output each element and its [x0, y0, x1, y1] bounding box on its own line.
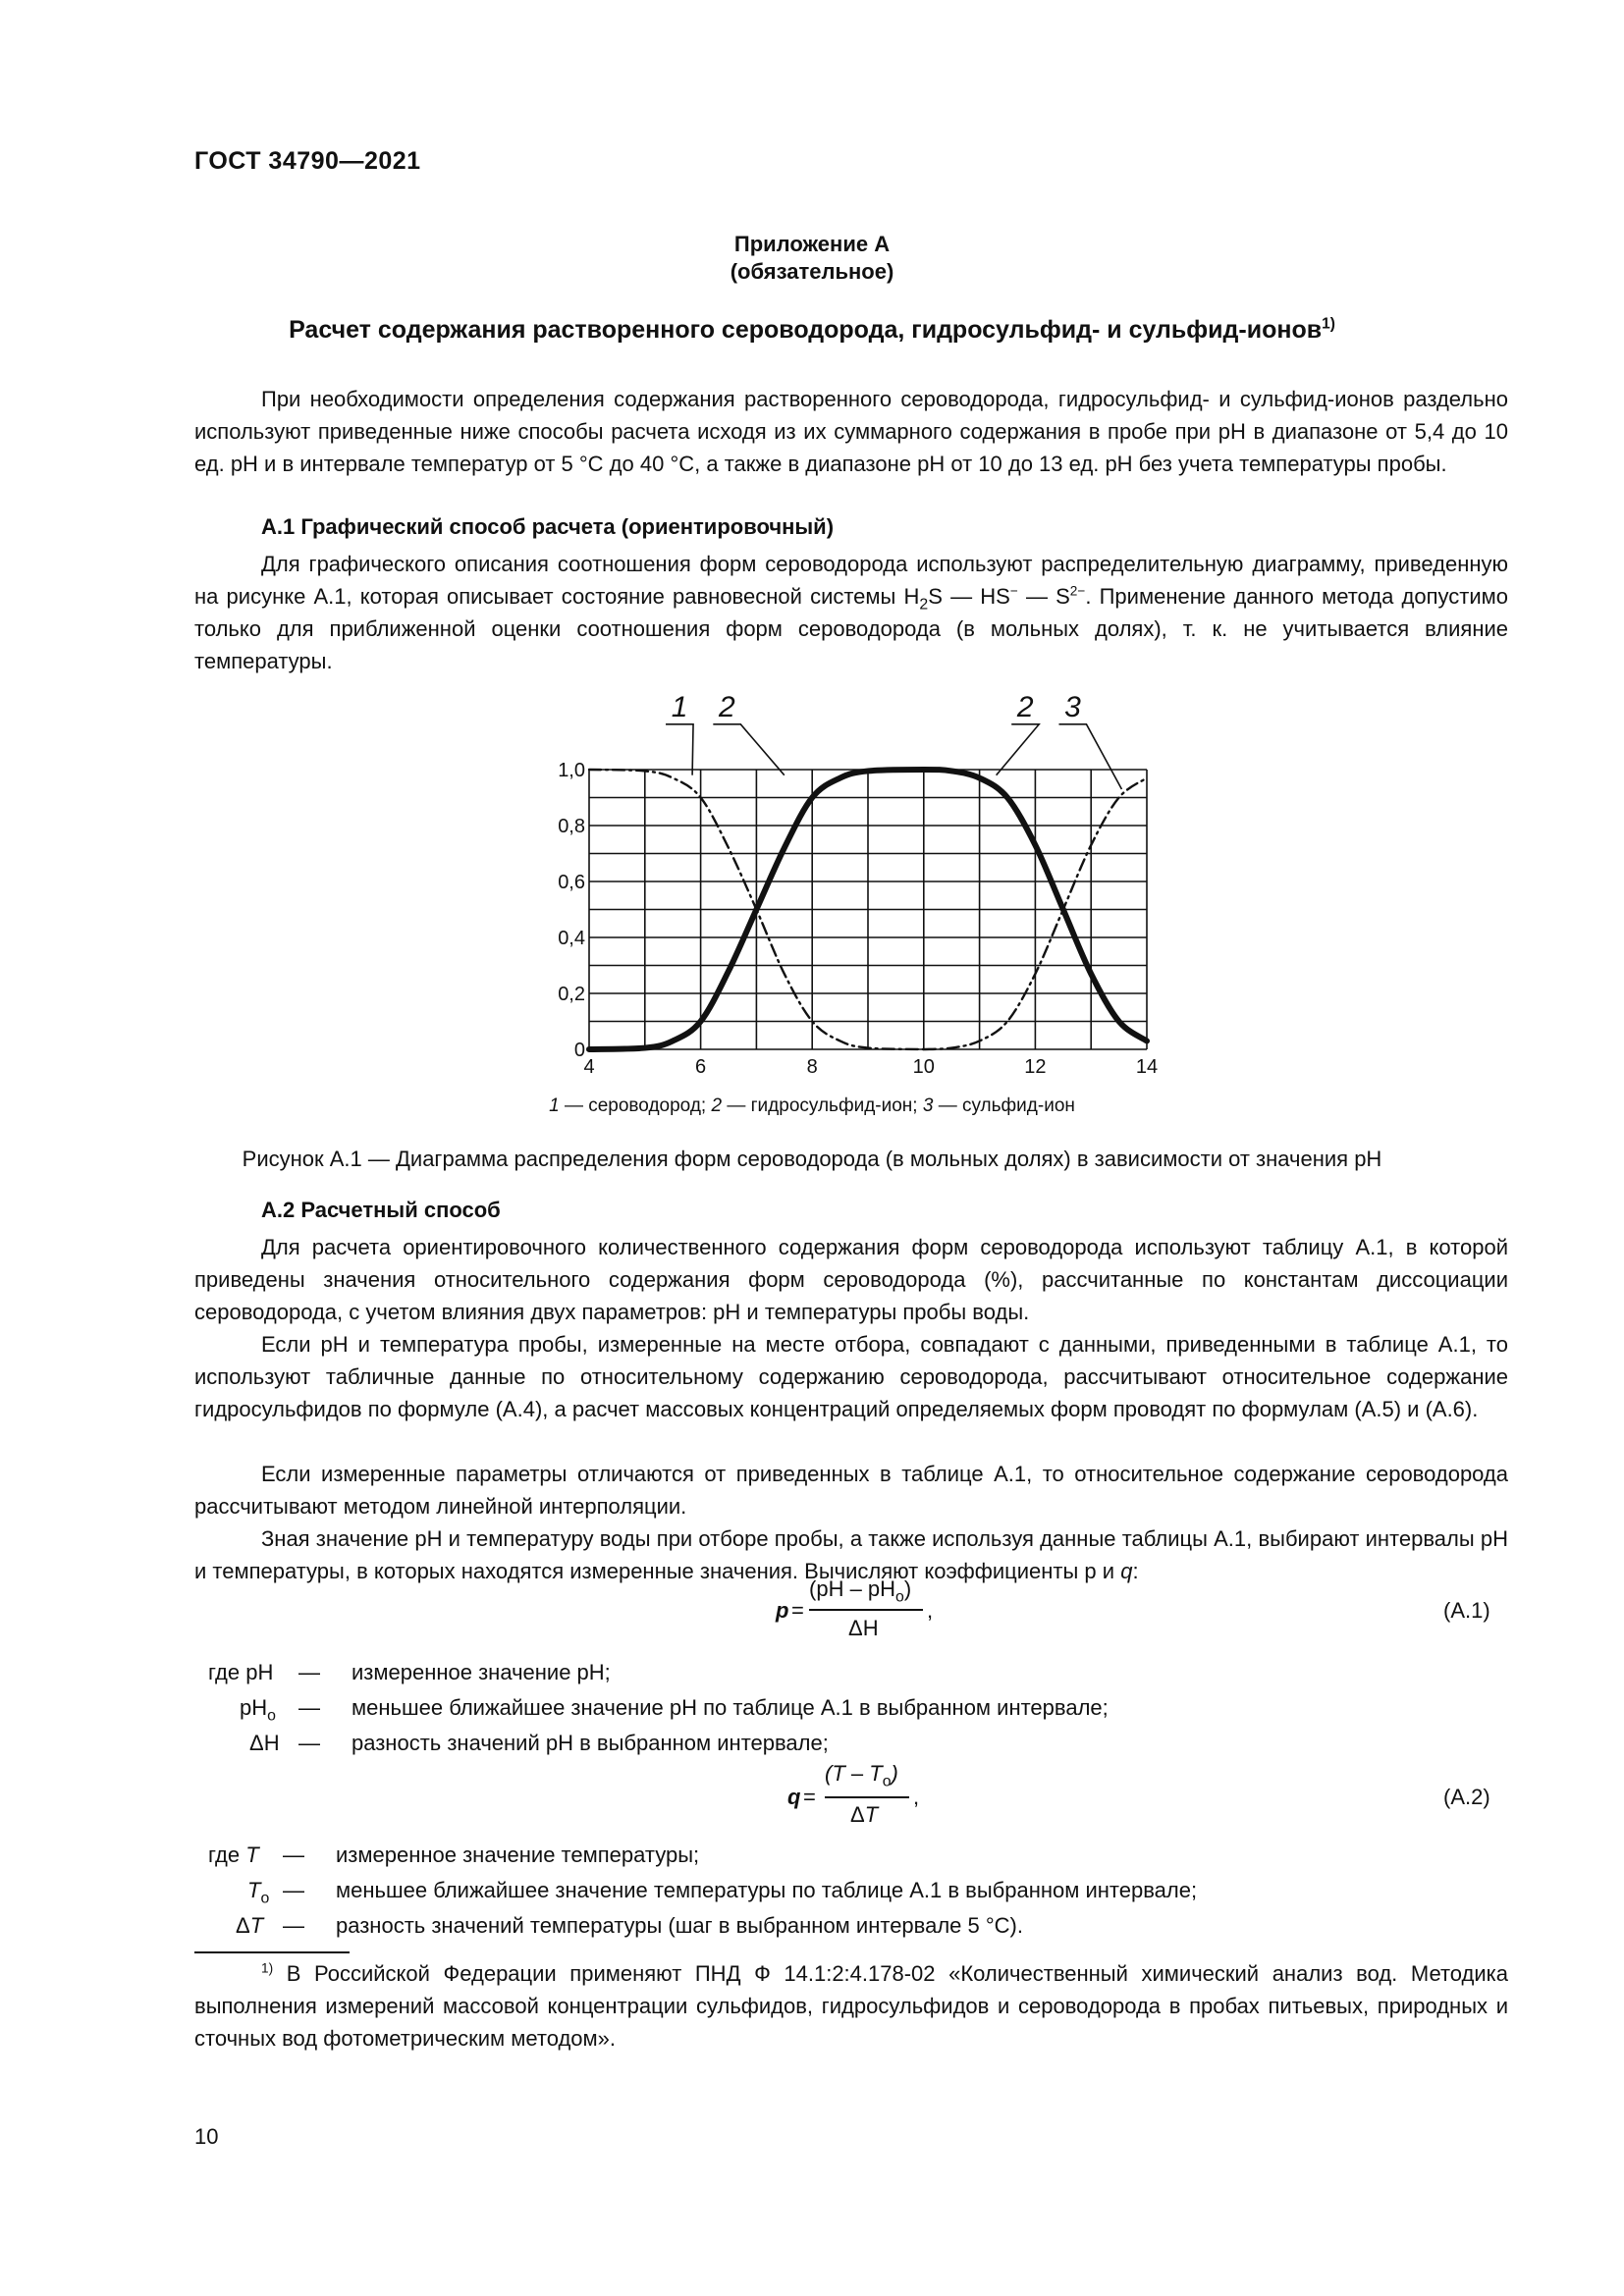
definition-prefix: Δ	[236, 1913, 250, 1938]
formula-a2-num-b: T	[869, 1761, 883, 1786]
section-a2-paragraph-3: Если измеренные параметры отличаются от приведенных в таблице А.1, то относительное содержание сероводорода рассчитывают методом линейной интерполяции.	[194, 1462, 1508, 1519]
formula-a1-num-b: pH	[867, 1576, 896, 1601]
title-footnote-mark: 1)	[1322, 315, 1335, 333]
a1-text-before: Для графического описания соотношения форм сероводорода используют распределительную диаграмму, приведенную на рисунке А.1, которая описывает состояние равновесной системы H	[194, 552, 1508, 609]
curve-label: 3	[1064, 690, 1081, 723]
definition-symbol: T	[247, 1878, 261, 1902]
definition-text: разность значений pH в выбранном интервале;	[352, 1731, 829, 1755]
formula-a2	[787, 1761, 945, 1840]
formula-a2-definitions	[0, 1838, 1624, 1948]
x-tick-label: 12	[1024, 1056, 1047, 1078]
a1-sup-minus: −	[1009, 583, 1018, 599]
a1-sup-2minus: 2−	[1069, 583, 1086, 599]
definition-symbol: где pH	[208, 1660, 274, 1684]
y-tick-label: 0,6	[558, 872, 585, 893]
formula-a1-definitions	[0, 1655, 1624, 1765]
definition-prefix: где	[208, 1842, 246, 1867]
definition-text: измеренное значение температуры;	[336, 1842, 700, 1867]
y-tick-label: 0,4	[558, 928, 585, 949]
definition-dash: —	[283, 1842, 304, 1867]
formula-a2-equals: =	[803, 1785, 816, 1809]
curve-label-leader	[666, 724, 693, 775]
x-tick-label: 4	[583, 1056, 595, 1078]
y-tick-label: 1,0	[558, 760, 585, 781]
curve-label: 1	[671, 690, 688, 723]
formula-a2-fraction-bar	[825, 1796, 909, 1798]
page-number: 10	[194, 2124, 219, 2149]
chart-curve-labels	[666, 691, 1121, 789]
formula-a2-lhs: q	[787, 1785, 801, 1809]
legend-text-2: — гидросульфид-ион;	[722, 1095, 923, 1116]
y-tick-label: 0,2	[558, 984, 585, 1005]
definition-dash: —	[283, 1913, 304, 1938]
definition-text: разность значений температуры (шаг в выбранном интервале 5 °С).	[336, 1913, 1023, 1938]
legend-text-1: — сероводород;	[559, 1095, 712, 1116]
formula-a2-number: (А.2)	[1443, 1785, 1490, 1809]
a2-p4-main: Зная значение pH и температуру воды при отборе пробы, а также используя данные таблицы А.1, выбирают интервалы pH и температуры, в которых находятся измеренные значения. Вычисляют коэффициенты p и	[194, 1526, 1508, 1583]
appendix-title	[0, 316, 1624, 345]
legend-number-2: 2	[711, 1095, 723, 1116]
figure-caption: Рисунок А.1 — Диаграмма распределения форм сероводорода (в мольных долях) в зависимости от значения pH	[242, 1147, 1382, 1171]
footnote-mark: 1)	[261, 1960, 274, 1976]
definition-row	[249, 1726, 280, 1761]
formula-a1-num-minus: –	[843, 1576, 868, 1601]
footnote	[194, 1957, 1508, 2055]
a1-text-after: . Применение данного метода допустимо только для приближенной оценки соотношения форм сероводорода (в мольных долях), т. к. не учитывается влияние температуры.	[194, 584, 1509, 673]
formula-a1-fraction-bar	[809, 1609, 923, 1611]
x-tick-label: 8	[806, 1056, 818, 1078]
definition-text: измеренное значение pH;	[352, 1660, 611, 1684]
definition-symbol: T	[249, 1913, 264, 1938]
definition-dash: —	[298, 1660, 320, 1684]
x-tick-label: 14	[1135, 1056, 1159, 1078]
formula-a2-num-minus: –	[844, 1761, 870, 1786]
intro-paragraph: При необходимости определения содержания растворенного сероводорода, гидросульфид- и сульфид-ионов раздельно используют приведенные ниже способы расчета исходя из их суммарного содержания в пробе при pH в диапазоне от 5,4 до 10 ед. pH и в интервале температур от 5 °С до 40 °С, а также в диапазоне pH от 10 до 13 ед. pH без учета температуры пробы.	[194, 387, 1508, 476]
appendix-status: (обязательное)	[730, 259, 894, 284]
definition-text: меньшее ближайшее значение pH по таблице А.1 в выбранном интервале;	[352, 1695, 1109, 1720]
formula-a2-num-sub: o	[882, 1773, 892, 1790]
definition-symbol: ΔH	[249, 1731, 280, 1755]
appendix-label: Приложение А	[733, 232, 891, 256]
appendix-title-text: Расчет содержания растворенного сероводорода, гидросульфид- и сульфид-ионов	[289, 316, 1323, 344]
definition-symbol-sub: o	[260, 1890, 270, 1907]
definition-row	[247, 1873, 269, 1908]
definition-row	[208, 1838, 259, 1873]
definition-row	[240, 1690, 276, 1726]
document-number: ГОСТ 34790—2021	[194, 147, 421, 175]
legend-text-3: — сульфид-ион	[933, 1095, 1075, 1116]
formula-a1-num-sub: o	[895, 1588, 904, 1606]
definition-symbol: T	[245, 1842, 259, 1867]
formula-a1-comma: ,	[927, 1598, 934, 1623]
a2-p4-q: q	[1120, 1559, 1133, 1583]
curve-label-leader	[997, 724, 1040, 775]
formula-a2-den-t: T	[864, 1802, 879, 1827]
definition-text: меньшее ближайшее значение температуры по таблице А.1 в выбранном интервале;	[336, 1878, 1198, 1902]
formula-a1-denominator: ΔH	[848, 1616, 879, 1640]
a2-p4-end: :	[1132, 1559, 1139, 1583]
legend-number-1: 1	[549, 1095, 560, 1116]
formula-a2-denominator	[850, 1802, 878, 1828]
a1-sub-2: 2	[919, 596, 929, 614]
a1-s2-part: — S	[1017, 584, 1070, 609]
formula-a2-num-a: T	[832, 1761, 845, 1786]
formula-a1-number: (А.1)	[1443, 1598, 1490, 1623]
formula-a1-numerator: $(pH - pH_o)$	[809, 1576, 912, 1606]
definition-symbol: pH	[240, 1695, 268, 1720]
formula-a1-equals: =	[791, 1598, 804, 1623]
definition-dash: —	[283, 1878, 304, 1902]
formula-a2-numerator: $(T - T_o)$	[825, 1761, 898, 1790]
footnote-separator	[194, 1951, 350, 1953]
definition-row	[236, 1908, 263, 1944]
y-tick-label: 0	[573, 1040, 585, 1061]
formula-a1-num-a: pH	[816, 1576, 844, 1601]
a1-s-part: S — HS	[928, 584, 1010, 609]
section-a2-paragraph-1: Для расчета ориентировочного количественного содержания форм сероводорода используют таблицу А.1, в которой приведены значения относительного содержания форм сероводорода (%), рассчитанные по константам диссоциации сероводорода, с учетом влияния двух параметров: pH и температуры пробы воды.	[194, 1235, 1508, 1324]
footnote-text: В Российской Федерации применяют ПНД Ф 14.1:2:4.178-02 «Количественный химический анализ вод. Методика выполнения измерений массовой концентрации сульфидов, гидросульфидов и сероводорода в пробах питьевых, природных и сточных вод фотометрическим методом».	[194, 1961, 1508, 2051]
figure-legend	[0, 1095, 1624, 1117]
distribution-chart	[530, 677, 1159, 1090]
formula-a2-comma: ,	[913, 1785, 920, 1809]
definition-dash: —	[298, 1695, 320, 1720]
formula-a1	[776, 1576, 952, 1649]
section-a1-heading: А.1 Графический способ расчета (ориентировочный)	[261, 514, 835, 539]
x-tick-label: 6	[695, 1056, 707, 1078]
y-tick-label: 0,8	[558, 816, 585, 837]
definition-symbol-sub: o	[267, 1707, 276, 1725]
definition-row	[208, 1655, 273, 1690]
curve-label: 2	[1016, 690, 1034, 723]
legend-number-3: 3	[922, 1095, 934, 1116]
formula-a2-den-delta: Δ	[850, 1802, 865, 1827]
x-tick-label: 10	[912, 1056, 935, 1078]
curve-label-leader	[713, 724, 784, 775]
section-a2-paragraph-2: Если pH и температура пробы, измеренные на месте отбора, совпадают с данными, приведенными в таблице А.1, то используют табличные данные по относительному содержанию сероводорода, рассчитывают относительное содержание гидросульфидов по формуле (А.4), а расчет массовых концентраций определяемых форм проводят по формулам (А.5) и (А.6).	[194, 1332, 1508, 1421]
definition-dash: —	[298, 1731, 320, 1755]
curve-label: 2	[718, 690, 735, 723]
section-a1-paragraph	[194, 548, 1508, 677]
section-a2-heading: А.2 Расчетный способ	[261, 1198, 501, 1222]
formula-a1-lhs: p	[776, 1598, 789, 1623]
